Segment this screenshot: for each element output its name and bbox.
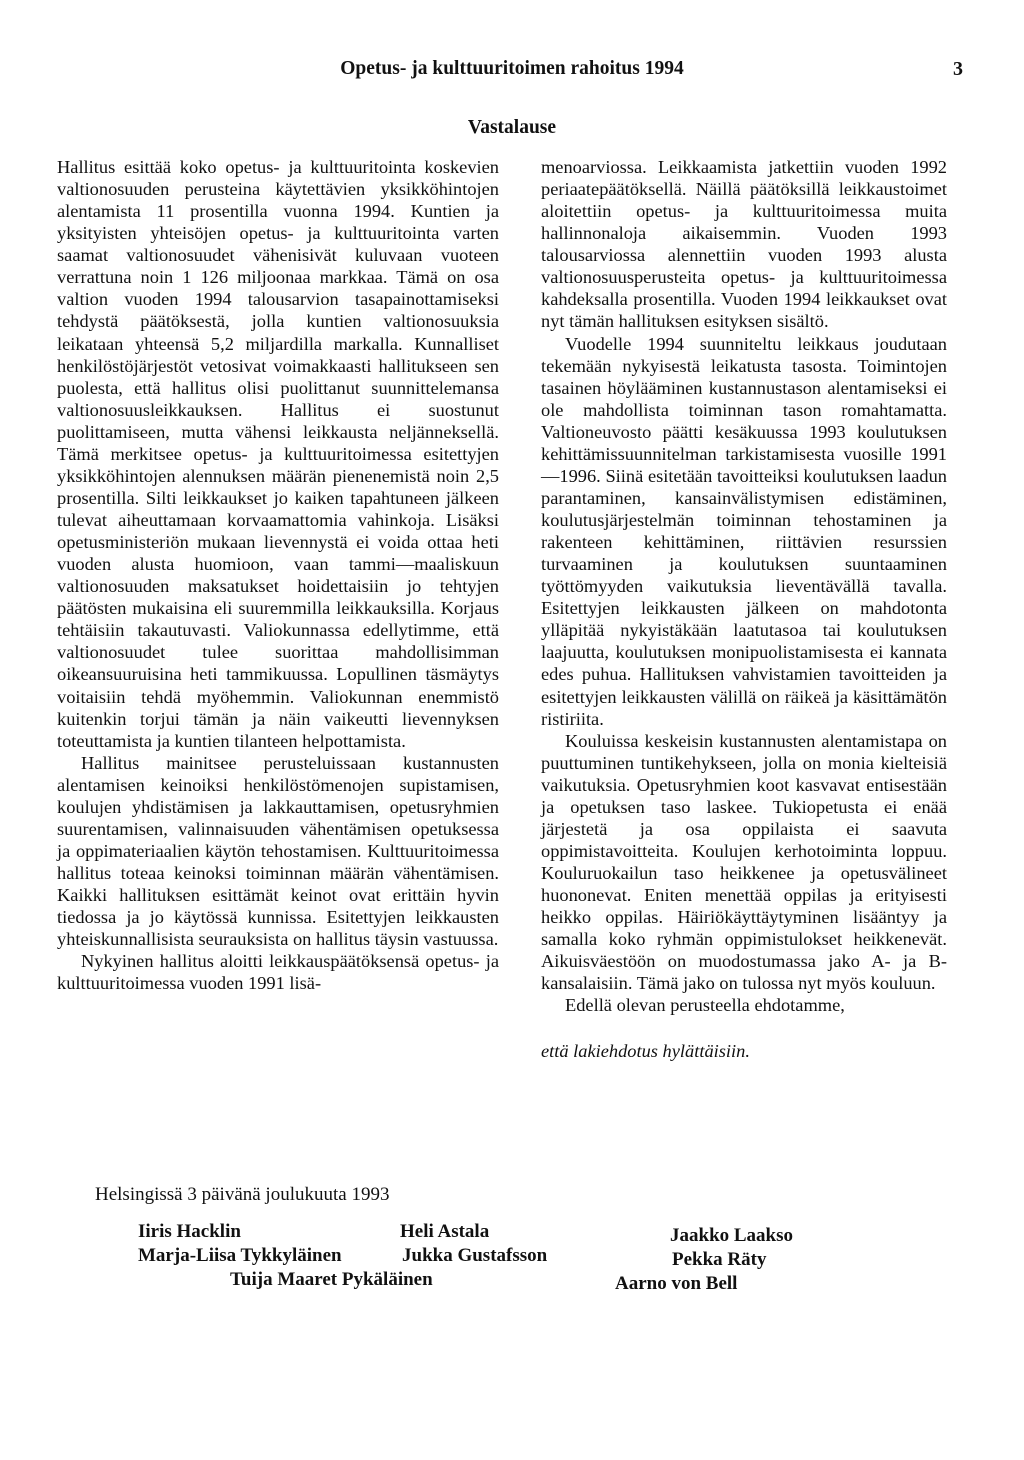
left-column [57, 156, 499, 994]
signature-name: Marja-Liisa Tykkyläinen [138, 1245, 342, 1266]
place-date: Helsingissä 3 päivänä joulukuuta 1993 [95, 1184, 390, 1205]
paragraph: Hallitus mainitsee perusteluissaan kustannusten alentamisen keinoiksi henkilöstömenojen supistamisen, koulujen yhdistämisen ja lakkauttamisen, opetusryhmien suurentamisen, valinnaisuuden vähentämisen opetuksessa ja oppimateriaalien käytön tehostamisen. Kulttuuritoimessa hallitus toteaa keinoksi toiminnan määrän vähentämisen. Kaikki hallituksen esittämät keinot ovat erittäin hyvin tiedossa ja jo käytössä kunnissa. Esitettyjen leikkausten yhteiskunnallisista seurauksista on hallitus täysin vastuussa. [57, 752, 499, 950]
signature-name: Jukka Gustafsson [402, 1245, 548, 1266]
signature-name: Iiris Hacklin [138, 1221, 241, 1242]
signature-name: Aarno von Bell [615, 1273, 738, 1294]
signature-name: Heli Astala [400, 1221, 490, 1242]
paragraph: Nykyinen hallitus aloitti leikkauspäätöksensä opetus- ja kulttuuritoimessa vuoden 1991 lisä- [57, 951, 499, 994]
right-column [541, 156, 947, 1063]
closing-proposal: että lakiehdotus hylättäisiin. [541, 1041, 750, 1062]
signature-name: Pekka Räty [672, 1249, 767, 1270]
paragraph: Kouluissa keskeisin kustannusten alentamistapa on puuttuminen tuntikehykseen, jolla on monia kielteisiä vaikutuksia. Opetusryhmien koot kasvavat entisestään ja opetuksen taso laskee. Tukiopetusta ei enää järjestetä ja osa oppilaista ei saavuta oppimistavoitteita. Koulujen kerhotoiminta loppuu. Kouluruokailun taso heikkenee ja opetusvälineet huononevat. Eniten menettää oppilas ja erityisesti heikko oppilas. Häiriökäyttäytyminen lisääntyy ja samalla koko ryhmän oppimistulokset heikkenevät. Aikuisväestöön on muodostumassa jako A- ja B-kansalaisiin. Tämä jako on tulossa nyt myös kouluun. [541, 730, 947, 994]
signature-name: Jaakko Laakso [670, 1225, 794, 1246]
paragraph: Vuodelle 1994 suunniteltu leikkaus joudutaan tekemään nykyisestä leikatusta tasosta. Toimintojen tasainen höylääminen kustannustason alentamiseksi ei ole mahdollista toiminnan tason romahtamatta. Valtioneuvosto päätti kesäkuussa 1993 koulutuksen kehittämissuunnitelman tarkistamisesta vuosille 1991—1996. Siinä esitetään tavoitteiksi koulutuksen laadun parantaminen, kansainvälistymisen edistäminen, koulutusjärjestelmän toiminnan tehostaminen ja rakenteen kehittäminen, riittävien resurssien turvaaminen ja koulutuksen suuntaaminen työttömyyden vaikutuksia lieventävällä tavalla. Esitettyjen leikkausten jälkeen on mahdotonta ylläpitää nykyistäkään laatutasoa tai koulutuksen laajuutta, koulutuksen monipuolistamisesta ei kannata edes puhua. Hallituksen vahvistamien tavoitteiden ja esitettyjen leikkausten välillä on räikeä ja käsittämätön ristiriita. [541, 333, 947, 729]
paragraph: Edellä olevan perusteella ehdotamme, [565, 995, 845, 1016]
section-heading: Vastalause [467, 117, 557, 138]
running-title: Opetus- ja kulttuuritoimen rahoitus 1994 [340, 58, 684, 79]
signature-name: Tuija Maaret Pykäläinen [230, 1269, 433, 1290]
paragraph: Hallitus esittää koko opetus- ja kulttuuritointa koskevien valtionosuuden perusteina käytettävien yksikköhintojen alentamista 11 prosentilla vuonna 1994. Kuntien ja yksityisten yhteisöjen opetus- ja kulttuuritointa varten saamat valtionosuudet vähenisivät kuluvaan vuoteen verrattuna noin 1 126 miljoonaa markkaa. Tämä on osa valtion vuoden 1994 talousarvion tasapainottamiseksi tehdystä päätöksestä, jolla kuntien valtionosuuksia leikataan yhteensä 5,2 miljardilla markalla. Kunnalliset henkilöstöjärjestöt vetosivat voimakkaasti hallitukseen sen puolesta, että hallitus olisi puolittanut suunnittelemansa valtionosuusleikkauksen. Hallitus ei suostunut puolittamiseen, mutta vähensi leikkausta neljänneksellä. Tämä merkitsee opetus- ja kulttuuritoimessa esitettyjen yksikköhintojen alennuksen määrän pienenemistä noin 2,5 prosentilla. Silti leikkaukset jo kaiken tapahtuneen jälkeen tulevat aiheuttamaan korvaamattomia vahinkoja. Lisäksi opetusministeriön mukaan lievennystä ei voida ottaa heti vuoden alusta huomioon, vaan tammi—maaliskuun valtionosuuden maksatukset hoidettaisiin jo tehtyjen päätösten mukaisina eli suuremmilla leikkauksilla. Korjaus tehtäisiin takautuvasti. Valiokunnassa edellytimme, että valtionosuudet tulee suorittaa mahdollisimman oikeansuuruisina heti tammikuussa. Lopullinen täsmäytys voitaisiin tehdä myöhemmin. Valiokunnan enemmistö kuitenkin torjui tämän ja näin vaikeutti lievennyksen toteuttamista ja kuntien tilanteen helpottamista. [57, 157, 499, 751]
page-number: 3 [953, 58, 963, 80]
paragraph: menoarviossa. Leikkaamista jatkettiin vuoden 1992 periaatepäätöksellä. Näillä päätöksillä leikkaustoimet aloitettiin opetus- ja kulttuuritoimessa muita hallinnonaloja aikaisemmin. Vuoden 1993 talousarviossa alennettiin vuoden 1993 alusta valtionosuusperusteita opetus- ja kulttuuritoimessa kahdeksalla prosentilla. Vuoden 1994 leikkaukset ovat nyt tämän hallituksen esityksen sisältö. [541, 157, 947, 332]
signature-block [0, 1220, 1024, 1300]
